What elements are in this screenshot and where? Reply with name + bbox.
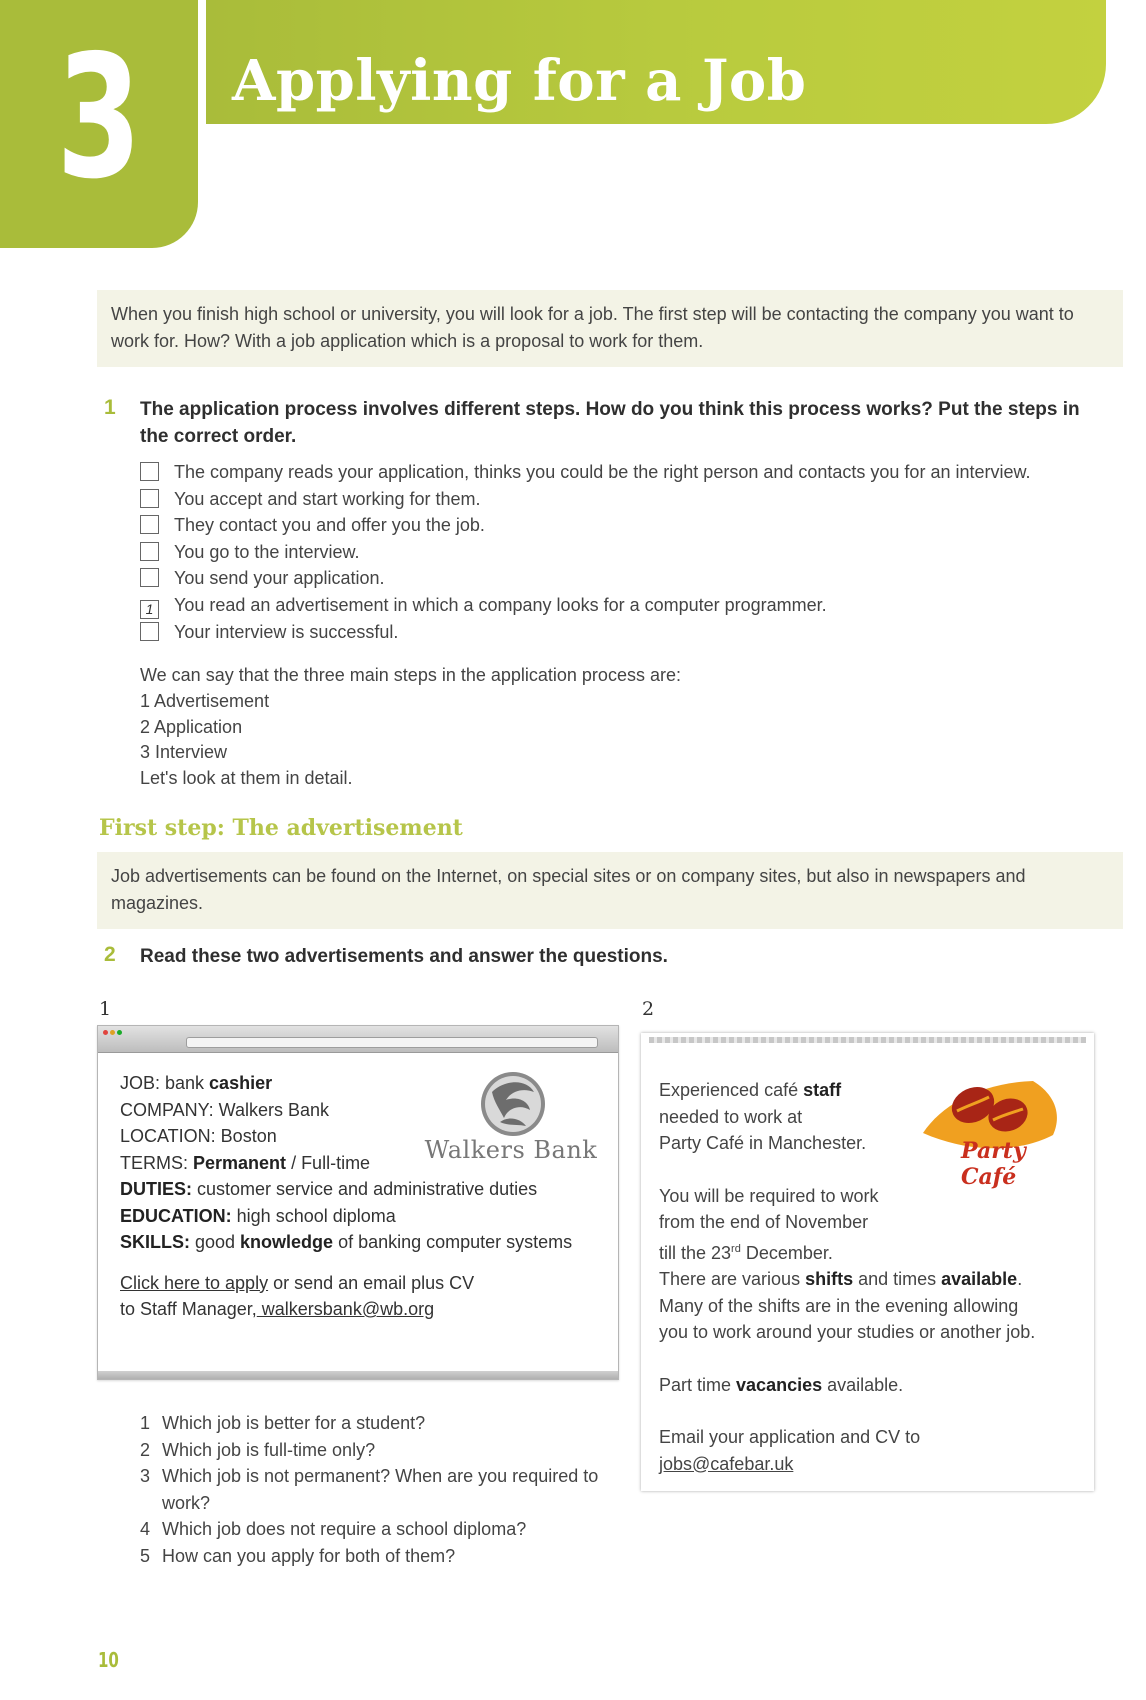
ad-2-line xyxy=(659,1236,1084,1267)
list-item xyxy=(140,565,1120,592)
ad-1-duties xyxy=(120,1176,600,1203)
step-text: They contact you and offer you the job. xyxy=(174,515,485,535)
list-item xyxy=(140,539,1120,566)
browser-status-bar xyxy=(98,1371,618,1379)
advertisement-note: Job advertisements can be found on the Internet, on special sites or on company sites, but also in newspapers and magazines. xyxy=(97,852,1123,929)
order-checkbox[interactable] xyxy=(140,622,159,641)
ad-2-line: you to work around your studies or another job. xyxy=(659,1322,1036,1342)
list-item xyxy=(140,1463,600,1516)
exercise-1-instruction: The application process involves different steps. How do you think this process works? Put the steps in the correct order. xyxy=(140,399,1080,447)
step-text: Your interview is successful. xyxy=(174,621,399,642)
skills-bold: knowledge xyxy=(240,1232,334,1252)
list-item xyxy=(140,1516,600,1543)
list-item xyxy=(140,1543,600,1570)
question-text: Which job is not permanent? When are you required to work? xyxy=(162,1466,599,1513)
ad-2-line xyxy=(659,1266,1084,1293)
order-checkbox[interactable] xyxy=(140,462,159,481)
terms-label: TERMS: xyxy=(120,1152,194,1173)
ad-2-bold: vacancies xyxy=(736,1374,823,1395)
ad-2-line: from the end of November xyxy=(659,1212,869,1232)
terms-suffix: / Full-time xyxy=(286,1152,371,1173)
order-checkbox[interactable] xyxy=(140,489,159,508)
eagle-icon xyxy=(416,1070,606,1140)
step-text: You read an advertisement in which a company looks for a computer programmer. xyxy=(174,594,827,615)
close-window-icon[interactable] xyxy=(103,1030,108,1035)
question-number: 3 xyxy=(140,1466,151,1486)
duties-label: DUTIES: xyxy=(120,1179,192,1199)
ad-2-line: You will be required to work xyxy=(659,1185,879,1206)
address-bar[interactable] xyxy=(186,1037,598,1048)
ad-2-text: Part time xyxy=(659,1374,737,1395)
exercise-1-number: 1 xyxy=(104,396,116,419)
ad-1-apply xyxy=(120,1270,600,1323)
question-number: 4 xyxy=(140,1519,151,1539)
step-text: You accept and start working for them. xyxy=(174,488,481,509)
intro-box: When you finish high school or university, you will look for a job. The first step will be contacting the company you want to work for. How? With a job application which is a proposal to work for them. xyxy=(97,290,1123,367)
zoom-window-icon[interactable] xyxy=(117,1030,122,1035)
ad-2-text: Experienced café xyxy=(659,1080,804,1100)
ad-1-browser-window xyxy=(97,1025,619,1380)
ad-2-bold: available xyxy=(941,1269,1018,1289)
ad-1-location: LOCATION: Boston xyxy=(120,1126,277,1146)
ad-1-skills xyxy=(120,1229,600,1256)
step-text: You send your application. xyxy=(174,568,385,588)
ad-1-education xyxy=(120,1203,600,1230)
question-number: 5 xyxy=(140,1545,151,1566)
list-item xyxy=(140,1437,600,1464)
page-number: 10 xyxy=(98,1648,119,1672)
list-item xyxy=(140,512,1120,539)
logo-name: Walkers Bank xyxy=(424,1136,598,1164)
question-number: 1 xyxy=(140,1413,151,1433)
ad-2-text: . xyxy=(1017,1269,1023,1289)
ad-2-bold: staff xyxy=(803,1080,842,1100)
order-checkbox[interactable] xyxy=(140,542,159,561)
terms-bold: Permanent xyxy=(193,1152,287,1173)
ad-2-paper xyxy=(641,1033,1094,1491)
list-item xyxy=(140,592,1120,619)
email-link[interactable]: walkersbank@wb.org xyxy=(256,1299,435,1319)
skills-suffix: of banking computer systems xyxy=(333,1232,573,1252)
summary-intro: We can say that the three main steps in the application process are: xyxy=(140,665,681,685)
ad-2-line: Many of the shifts are in the evening allowing xyxy=(659,1295,1019,1316)
main-step: 3 Interview xyxy=(140,742,228,763)
apply-text: or send an email plus CV xyxy=(268,1272,475,1293)
duties-value: customer service and administrative duties xyxy=(192,1179,538,1199)
education-label: EDUCATION: xyxy=(120,1205,232,1226)
main-step: 2 Application xyxy=(140,716,243,737)
summary-outro: Let's look at them in detail. xyxy=(140,768,353,789)
ad-2-line: Email your application and CV to xyxy=(659,1427,921,1447)
walkers-bank-logo xyxy=(416,1070,606,1170)
question-list xyxy=(140,1410,600,1569)
list-item xyxy=(140,486,1120,513)
order-checkbox[interactable] xyxy=(140,568,159,587)
torn-edge xyxy=(649,1037,1086,1043)
ad-2-bold: shifts xyxy=(805,1269,854,1289)
exercise-2-instruction: Read these two advertisements and answer the questions. xyxy=(140,946,668,967)
main-step: 1 Advertisement xyxy=(140,690,270,711)
step-list xyxy=(140,459,1120,645)
order-checkbox[interactable]: 1 xyxy=(140,600,159,619)
question-text: Which job is full-time only? xyxy=(162,1439,376,1460)
step-text: You go to the interview. xyxy=(174,541,360,562)
ad-1-label: 1 xyxy=(99,998,112,1020)
ad-2-line xyxy=(659,1372,1084,1399)
logo-name: Party Café xyxy=(961,1138,1026,1190)
ad-2-line xyxy=(659,1077,1084,1104)
cafe-email-link[interactable]: jobs@cafebar.uk xyxy=(659,1453,794,1474)
education-value: high school diploma xyxy=(231,1205,396,1226)
ad-2-label: 2 xyxy=(642,998,655,1020)
job-label: JOB: bank xyxy=(120,1073,210,1093)
exercise-2-number: 2 xyxy=(104,943,116,966)
ad-2-line: needed to work at xyxy=(659,1106,803,1127)
page-title: Applying for a Job xyxy=(232,48,807,114)
skills-label: SKILLS: xyxy=(120,1232,190,1252)
order-checkbox[interactable] xyxy=(140,515,159,534)
ad-2-text: December. xyxy=(740,1242,833,1263)
section-heading: First step: The advertisement xyxy=(99,815,463,841)
ordinal-suffix: rd xyxy=(731,1242,741,1255)
step-text: The company reads your application, thinks you could be the right person and contacts you for an interview. xyxy=(174,462,1031,482)
apply-text-2: to Staff Manager, xyxy=(120,1299,257,1319)
process-summary xyxy=(140,663,940,792)
list-item xyxy=(140,459,1120,486)
question-text: Which job is better for a student? xyxy=(162,1413,426,1433)
minimize-window-icon[interactable] xyxy=(110,1030,115,1035)
skills-prefix: good xyxy=(190,1232,241,1252)
ad-2-text: available. xyxy=(822,1374,904,1395)
question-number: 2 xyxy=(140,1439,151,1460)
apply-link[interactable]: Click here to apply xyxy=(120,1272,269,1293)
ad-2-content xyxy=(659,1077,1084,1477)
ad-2-text: There are various xyxy=(659,1269,806,1289)
question-text: How can you apply for both of them? xyxy=(162,1545,456,1566)
question-text: Which job does not require a school diploma? xyxy=(162,1519,527,1539)
list-item xyxy=(140,619,1120,646)
ad-1-company: COMPANY: Walkers Bank xyxy=(120,1099,330,1120)
ad-2-line: Party Café in Manchester. xyxy=(659,1133,867,1153)
list-item xyxy=(140,1410,600,1437)
ad-2-text: till the 23 xyxy=(659,1242,732,1263)
chapter-number: 3 xyxy=(56,19,142,217)
ad-2-text: and times xyxy=(853,1269,942,1289)
browser-toolbar xyxy=(98,1026,618,1053)
job-value: cashier xyxy=(209,1073,273,1093)
